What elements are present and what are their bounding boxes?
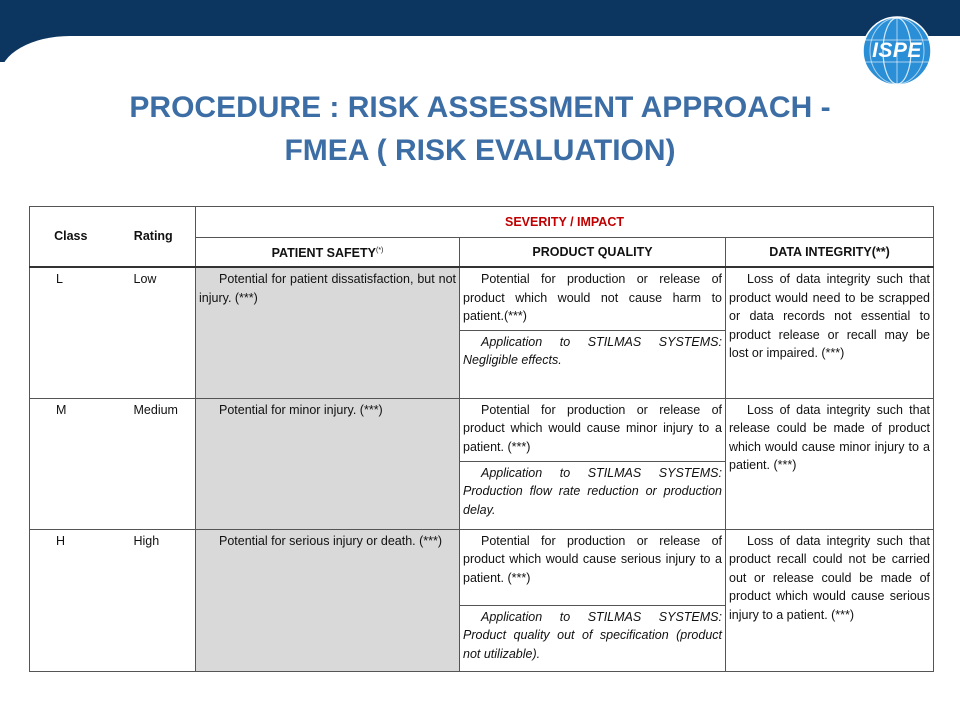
cell-product-quality: Potential for production or release of product which would not cause harm to patient.(***)	[460, 267, 726, 330]
cell-application: Application to STILMAS SYSTEMS: Negligible effects.	[460, 330, 726, 398]
cell-class: M	[30, 398, 112, 529]
risk-table-container	[29, 206, 933, 672]
page-title	[90, 86, 870, 172]
cell-data-integrity: Loss of data integrity such that product recall could not be carried out or release could be made of product which would cause serious injury to a patient. (***)	[726, 529, 934, 671]
cell-rating: High	[112, 529, 196, 671]
table-row	[30, 267, 934, 330]
ispe-logo	[862, 16, 932, 86]
cell-rating: Low	[112, 267, 196, 398]
header-class: Class	[30, 207, 112, 268]
cell-patient-safety: Potential for minor injury. (***)	[196, 398, 460, 529]
cell-patient-safety: Potential for serious injury or death. (***)	[196, 529, 460, 671]
table-row	[30, 529, 934, 605]
risk-evaluation-table	[29, 206, 934, 672]
header-rating: Rating	[112, 207, 196, 268]
cell-class: L	[30, 267, 112, 398]
header-severity-impact: SEVERITY / IMPACT	[196, 207, 934, 238]
cell-application: Application to STILMAS SYSTEMS: Production flow rate reduction or production delay.	[460, 461, 726, 529]
header-product-quality: PRODUCT QUALITY	[460, 238, 726, 268]
table-header-row	[30, 207, 934, 238]
header-data-integrity: DATA INTEGRITY(**)	[726, 238, 934, 268]
cell-product-quality: Potential for production or release of product which would cause serious injury to a patient. (***)	[460, 529, 726, 605]
cell-class: H	[30, 529, 112, 671]
header-patient-safety: PATIENT SAFETY(*)	[196, 238, 460, 268]
cell-application: Application to STILMAS SYSTEMS: Product quality out of specification (product not utilizable).	[460, 605, 726, 671]
cell-data-integrity: Loss of data integrity such that product would need to be scrapped or data records not essential to product release or recall may be lost or impaired. (***)	[726, 267, 934, 398]
cell-data-integrity: Loss of data integrity such that release could be made of product which would cause minor injury to a patient. (***)	[726, 398, 934, 529]
table-row	[30, 398, 934, 461]
logo-text: ISPE	[872, 39, 922, 62]
title-line-2: FMEA ( RISK EVALUATION)	[284, 134, 676, 167]
cell-product-quality: Potential for production or release of product which would cause minor injury to a patient. (***)	[460, 398, 726, 461]
title-line-1: PROCEDURE : RISK ASSESSMENT APPROACH -	[129, 91, 831, 124]
cell-rating: Medium	[112, 398, 196, 529]
cell-patient-safety: Potential for patient dissatisfaction, but not injury. (***)	[196, 267, 460, 398]
